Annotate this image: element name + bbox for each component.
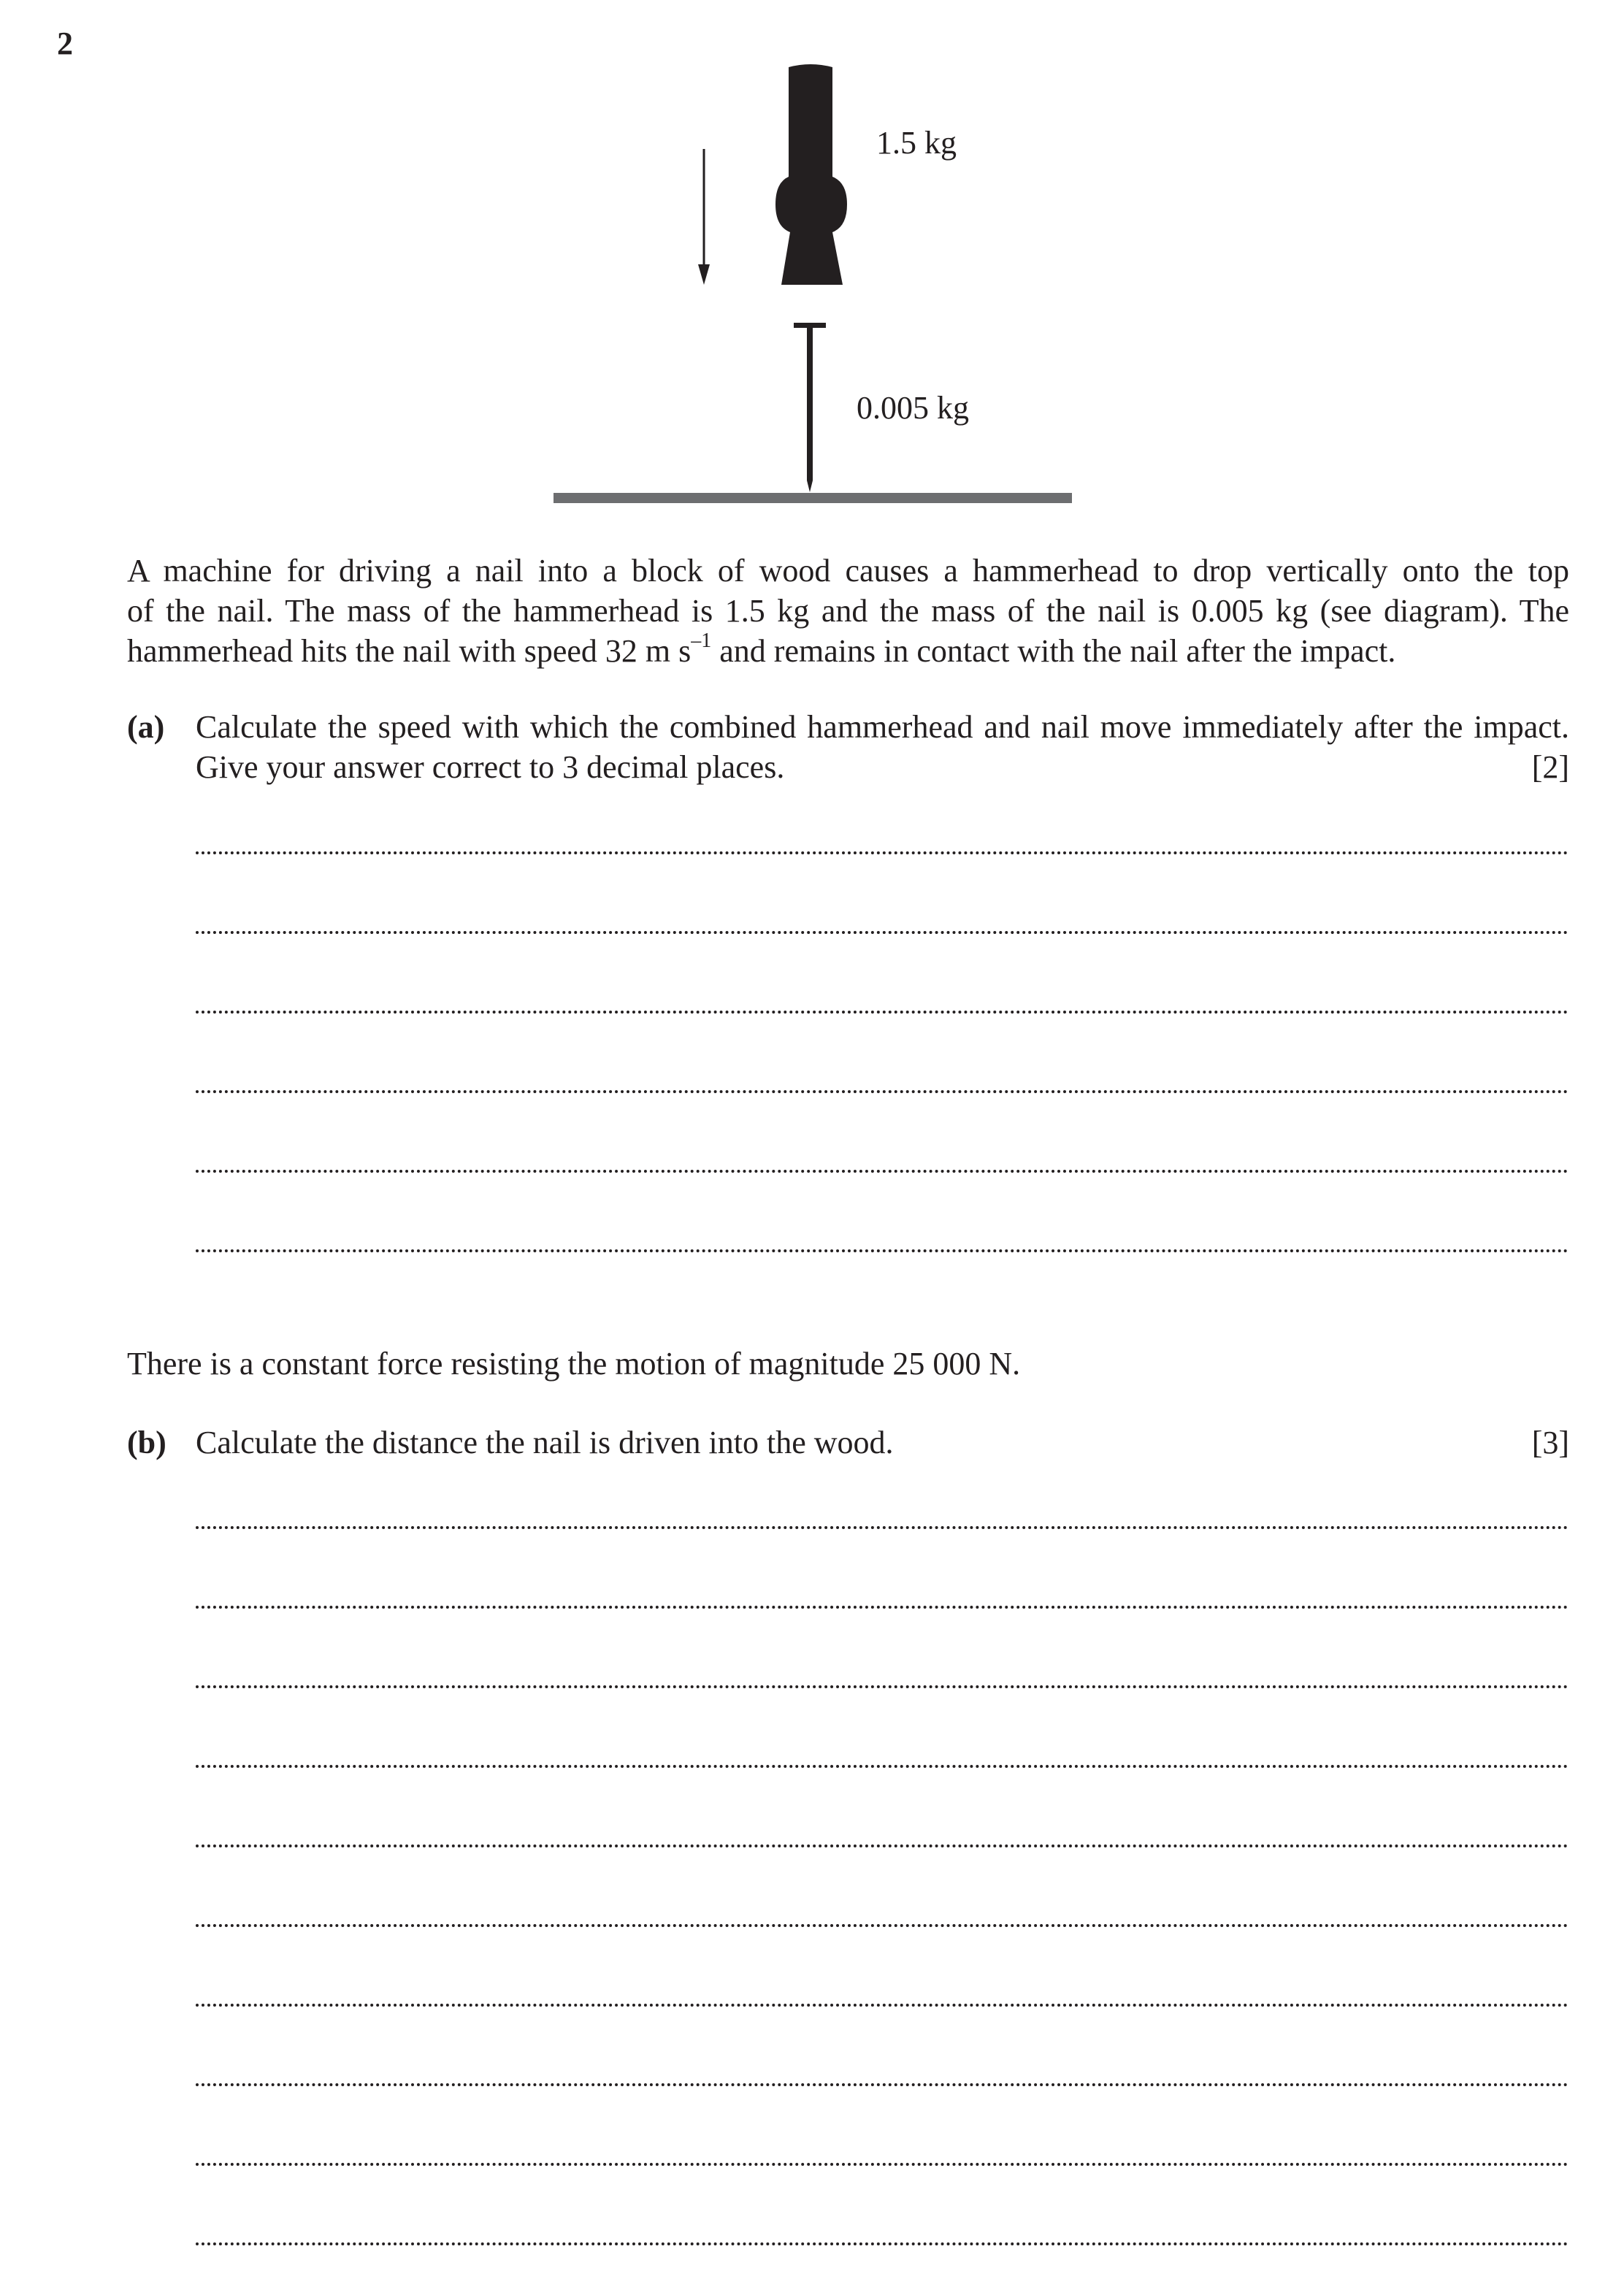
part-b-label: (b): [127, 1425, 166, 1460]
force-statement: There is a constant force resisting the motion of magnitude 25 000 N.: [127, 1346, 1021, 1382]
answer-line[interactable]: [196, 1765, 1569, 1768]
answer-line[interactable]: [196, 1170, 1569, 1173]
part-b-question: Calculate the distance the nail is driven into the wood.: [196, 1425, 894, 1460]
downward-arrow-icon: [698, 149, 710, 285]
answer-line[interactable]: [196, 2242, 1569, 2245]
answer-line[interactable]: [196, 2083, 1569, 2086]
answer-line[interactable]: [196, 1249, 1569, 1252]
part-a-label: (a): [127, 709, 165, 745]
part-a-question-line-1: Calculate the speed with which the combined hammerhead and nail move immediately after the impact.: [196, 709, 1569, 745]
part-a-marks: [2]: [1531, 749, 1569, 785]
answer-line[interactable]: [196, 1011, 1569, 1014]
answer-line[interactable]: [196, 1924, 1569, 1927]
nail-mass-label: 0.005 kg: [857, 390, 969, 426]
unit-exponent: –1: [691, 629, 712, 653]
part-b-marks: [3]: [1531, 1425, 1569, 1460]
hammer-nail-diagram: [540, 58, 1095, 511]
hammerhead-shape: [775, 64, 847, 285]
page-number: 2: [57, 26, 73, 61]
answer-line[interactable]: [196, 1606, 1569, 1609]
intro-line-2: of the nail. The mass of the hammerhead is 1.5 kg and the mass of the nail is 0.005 kg (see diagram). The: [127, 593, 1569, 629]
intro-line-1: A machine for driving a nail into a block of wood causes a hammerhead to drop vertically onto the top: [127, 553, 1569, 589]
intro-line-3-tail: and remains in contact with the nail after the impact.: [711, 633, 1396, 669]
answer-line[interactable]: [196, 851, 1569, 854]
answer-line[interactable]: [196, 2163, 1569, 2166]
part-b: [127, 1422, 1569, 1463]
part-a-question-line-2: Give your answer correct to 3 decimal places.: [196, 749, 785, 785]
answer-line[interactable]: [196, 931, 1569, 934]
intro-line-3-text: hammerhead hits the nail with speed 32 m s: [127, 633, 692, 669]
answer-line[interactable]: [196, 1685, 1569, 1688]
answer-line[interactable]: [196, 2004, 1569, 2007]
question-intro: [127, 551, 1569, 671]
answer-line[interactable]: [196, 1526, 1569, 1529]
answer-line[interactable]: [196, 1844, 1569, 1847]
intro-line-3: [127, 631, 1569, 671]
answer-line[interactable]: [196, 1090, 1569, 1093]
wood-surface: [554, 493, 1072, 503]
nail-shape: [794, 323, 826, 492]
part-a-question: [196, 707, 1569, 787]
part-a: [127, 707, 1569, 787]
hammer-mass-label: 1.5 kg: [876, 125, 957, 161]
